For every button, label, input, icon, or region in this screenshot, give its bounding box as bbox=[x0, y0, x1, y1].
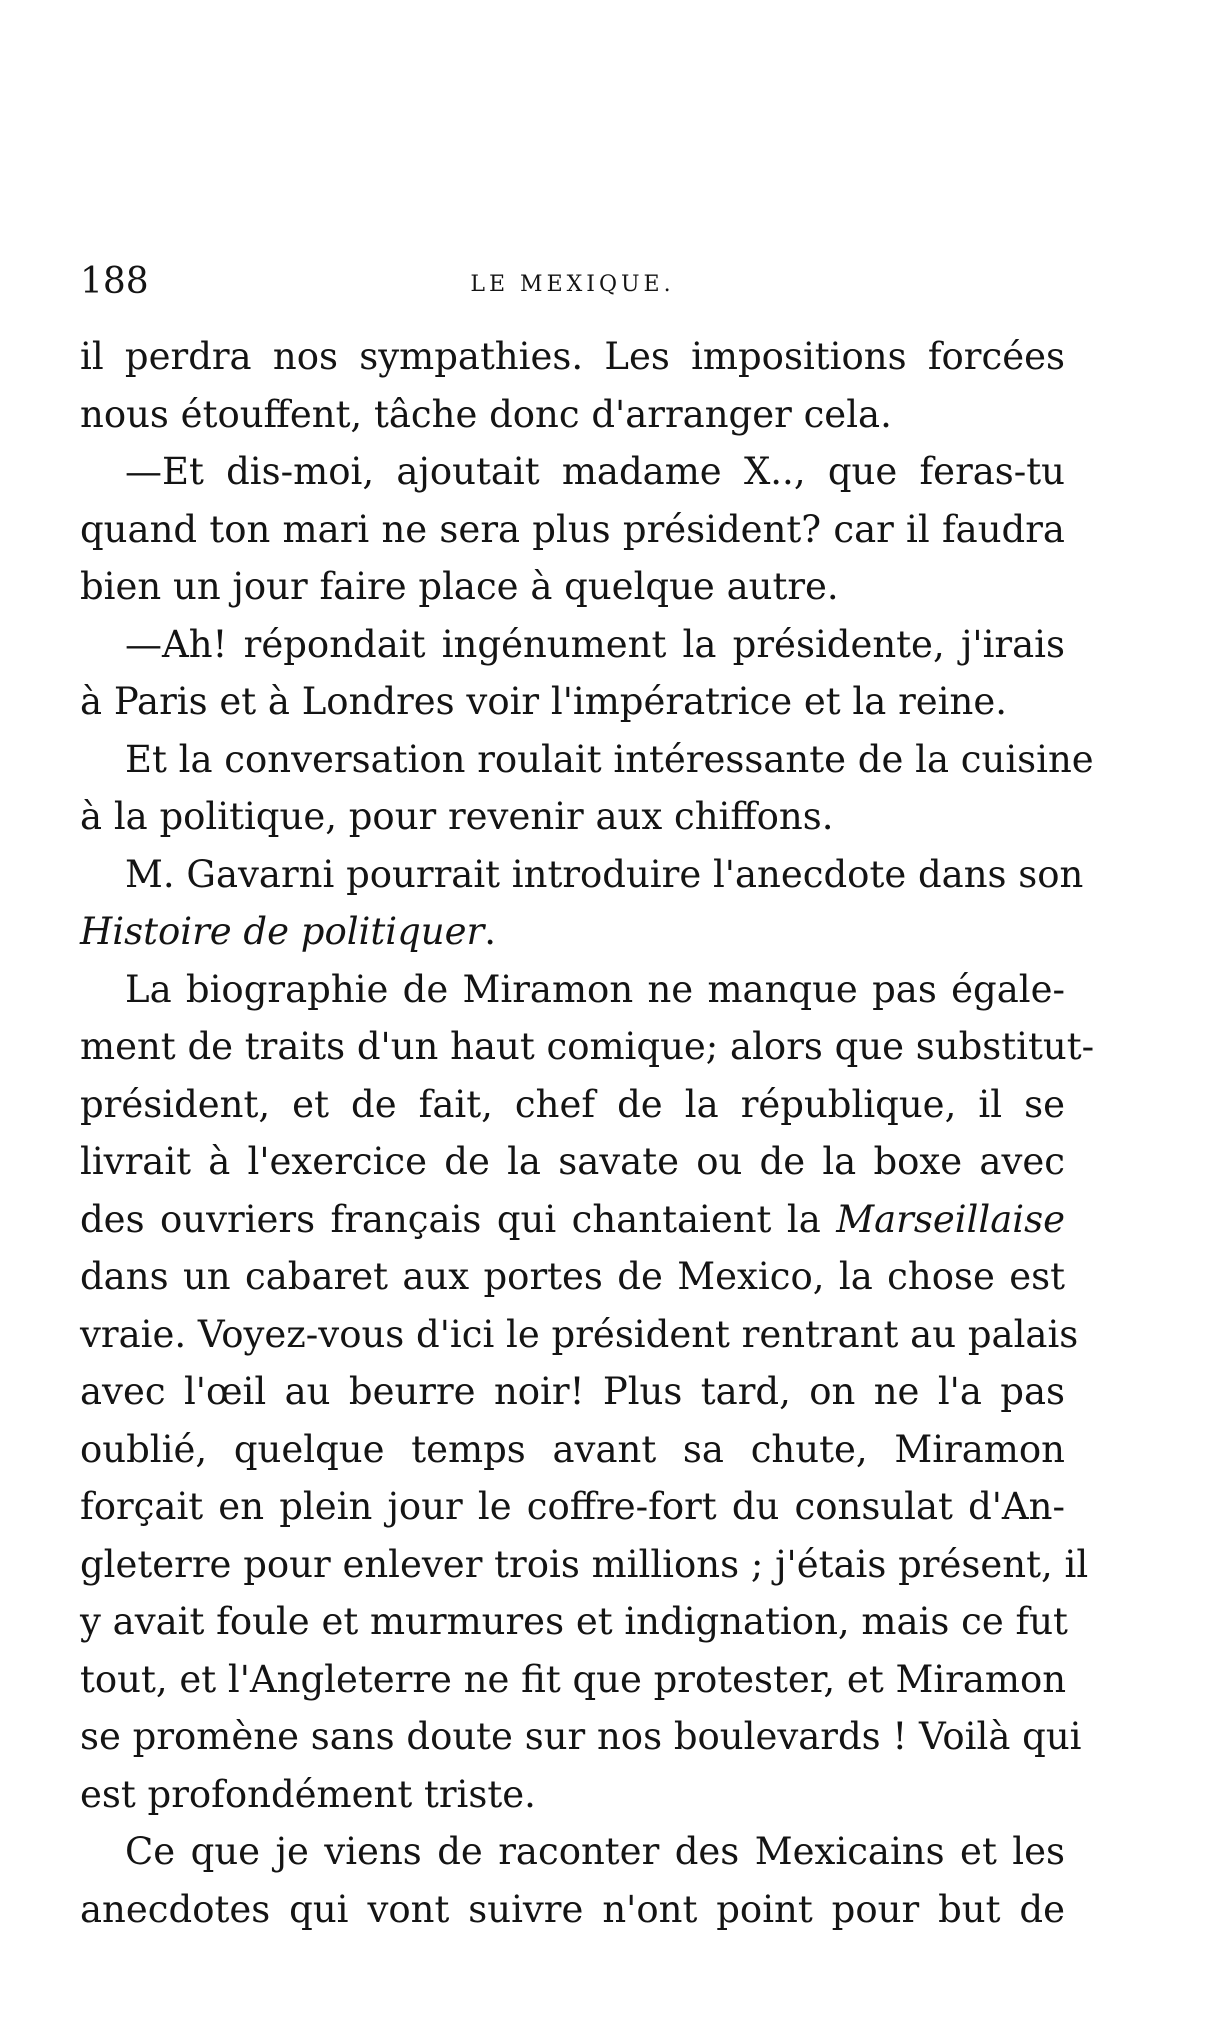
text-line: gleterre pour enlever trois millions ; j'étais présent, il bbox=[80, 1542, 1089, 1586]
text-line: oublié, quelque temps avant sa chute, Miramon bbox=[80, 1427, 1065, 1471]
paragraph-4 bbox=[80, 731, 1094, 846]
running-head: LE MEXIQUE. bbox=[470, 272, 675, 297]
text-line: y avait foule et murmures et indignation, mais ce fut bbox=[80, 1600, 1068, 1643]
paragraph-1 bbox=[80, 328, 1065, 443]
text-line: Et la conversation roulait intéressante de la cuisine bbox=[125, 737, 1094, 781]
italic-title: Histoire de politiquer bbox=[80, 910, 485, 953]
text-line: anecdotes qui vont suivre n'ont point pour but de bbox=[80, 1887, 1065, 1931]
text-line: avec l'œil au beurre noir! Plus tard, on ne l'a pas bbox=[80, 1370, 1065, 1413]
punctuation: . bbox=[484, 910, 496, 953]
paragraph-2 bbox=[80, 443, 1065, 616]
paragraph-5 bbox=[80, 846, 1084, 961]
text-line bbox=[80, 1191, 1065, 1249]
text-line: —Ah! répondait ingénument la présidente, j'irais bbox=[125, 622, 1065, 666]
text-line: forçait en plein jour le coffre-fort du consulat d'An- bbox=[80, 1485, 1065, 1528]
line-text: des ouvriers français qui chantaient la bbox=[80, 1197, 821, 1241]
paragraph-6 bbox=[80, 961, 1095, 1824]
text-line: quand ton mari ne sera plus président? car il faudra bbox=[80, 507, 1065, 551]
text-line: bien un jour faire place à quelque autre. bbox=[80, 565, 839, 608]
text-line: livrait à l'exercice de la savate ou de la boxe avec bbox=[80, 1140, 1065, 1183]
text-line: à Paris et à Londres voir l'impératrice et la reine. bbox=[80, 680, 1007, 723]
text-line: —Et dis-moi, ajoutait madame X.., que feras-tu bbox=[125, 450, 1065, 493]
text-line: il perdra nos sympathies. Les impositions forcées bbox=[80, 335, 1065, 378]
italic-word: Marseillaise bbox=[836, 1197, 1065, 1241]
text-line: La biographie de Miramon ne manque pas égale- bbox=[125, 967, 1065, 1011]
text-line: est profondément triste. bbox=[80, 1772, 536, 1816]
text-line bbox=[80, 903, 1065, 961]
text-line: dans un cabaret aux portes de Mexico, la chose est bbox=[80, 1255, 1065, 1298]
body-text bbox=[80, 328, 1095, 1938]
text-line: se promène sans doute sur nos boulevards ! Voilà qui bbox=[80, 1715, 1082, 1758]
text-line: nous étouffent, tâche donc d'arranger cela. bbox=[80, 392, 892, 436]
text-line: ment de traits d'un haut comique; alors que substitut- bbox=[80, 1025, 1095, 1068]
text-line: M. Gavarni pourrait introduire l'anecdote dans son bbox=[125, 852, 1084, 896]
text-line: à la politique, pour revenir aux chiffons. bbox=[80, 795, 834, 838]
text-line: Ce que je viens de raconter des Mexicains et les bbox=[125, 1830, 1065, 1873]
paragraph-7 bbox=[80, 1823, 1065, 1938]
text-line: tout, et l'Angleterre ne fit que protester, et Miramon bbox=[80, 1657, 1067, 1701]
page-header bbox=[80, 262, 1065, 310]
text-line: vraie. Voyez-vous d'ici le président rentrant au palais bbox=[80, 1312, 1079, 1356]
page-number: 188 bbox=[80, 261, 149, 302]
text-line: président, et de fait, chef de la république, il se bbox=[80, 1082, 1065, 1126]
paragraph-3 bbox=[80, 616, 1065, 731]
